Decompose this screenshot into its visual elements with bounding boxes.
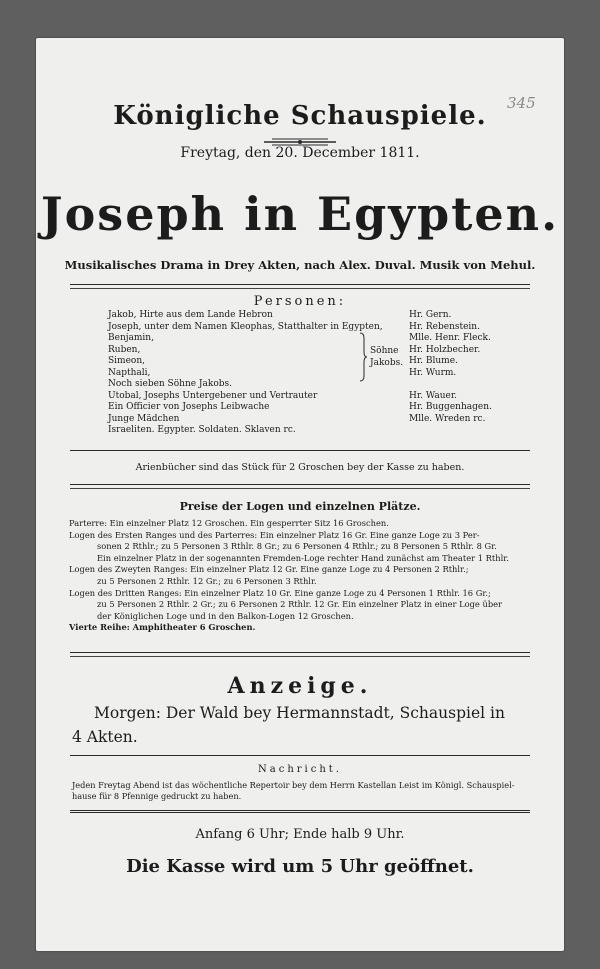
play-title: Joseph in Egypten. (40, 187, 560, 241)
cast-actor: Hr. Rebenstein. (409, 321, 480, 332)
divider (70, 284, 530, 285)
cast-actor: Hr. Blume. (409, 356, 458, 366)
price-line: der Königlichen Loge und in den Balkon-Logen 12 Groschen. (97, 610, 354, 621)
performance-times: Anfang 6 Uhr; Ende halb 9 Uhr. (195, 827, 405, 842)
cast-role: Joseph, unter dem Namen Kleophas, Statthalter in Egypten, (108, 321, 383, 332)
announcement-text: 4 Akten. (72, 728, 138, 746)
cast-role: Jakob, Hirte aus dem Lande Hebron (108, 310, 273, 320)
cast-role: Junge Mädchen (108, 413, 180, 424)
cast-actor: Hr. Wauer. (409, 390, 458, 401)
cast-actors-list (409, 310, 549, 425)
divider (70, 656, 530, 657)
cast-actor: Hr. Wurm. (409, 367, 457, 378)
divider (70, 488, 530, 489)
box-office-opening: Die Kasse wird um 5 Uhr geöffnet. (126, 856, 474, 877)
cast-role: Noch sieben Söhne Jakobs. (108, 379, 233, 389)
price-line: sonen 2 Rthlr.; zu 5 Personen 3 Rthlr. 8 Gr.; zu 6 Personen 4 Rthlr.; zu 8 Personen 5 Rthlr. 8 Gr. (97, 541, 497, 552)
price-line: Logen des Dritten Ranges: Ein einzelner Platz 10 Gr. Eine ganze Loge zu 4 Personen 1 Rthlr. 16 Gr.; (69, 587, 491, 598)
price-line: Logen des Ersten Ranges und des Parterres: Ein einzelner Platz 16 Gr. Eine ganze Loge zu 3 Per- (69, 529, 480, 540)
cast-role: Ruben, (108, 344, 141, 355)
price-line: Vierte Reihe: Amphitheater 6 Groschen. (69, 622, 256, 633)
cast-role: Utobal, Josephs Untergebener und Vertrauter (108, 390, 318, 401)
announcement-text: Morgen: Der Wald bey Hermannstadt, Schauspiel in (94, 704, 505, 722)
cast-role: Simeon, (108, 356, 145, 366)
price-list (69, 518, 549, 634)
cast-actor: Hr. Buggenhagen. (409, 402, 492, 412)
divider (70, 450, 530, 451)
divider (70, 810, 530, 813)
cast-actor: Hr. Holzbecher. (409, 344, 481, 355)
cast-heading: Personen: (253, 294, 347, 309)
price-line: Parterre: Ein einzelner Platz 12 Groschen. Ein gesperrter Sitz 16 Groschen. (69, 518, 389, 528)
notice-heading: Nachricht. (258, 764, 342, 775)
performance-date: Freytag, den 20. December 1811. (180, 145, 420, 161)
price-line: zu 5 Personen 2 Rthlr. 2 Gr.; zu 6 Personen 2 Rthlr. 12 Gr. Ein einzelner Platz in einer Loge über (97, 599, 503, 610)
cast-role: Ein Officier von Josephs Leibwache (108, 402, 270, 412)
group-label: Jakobs. (370, 357, 404, 368)
brace-icon (358, 332, 368, 382)
cast-role: Napthali, (108, 367, 151, 378)
libretto-note: Arienbücher sind das Stück für 2 Groschen bey der Kasse zu haben. (135, 462, 465, 473)
cast-role: Benjamin, (108, 333, 154, 343)
sons-group-label (370, 346, 403, 369)
playbill-sheet (36, 38, 564, 951)
archive-number: 345 (507, 94, 536, 112)
divider (70, 652, 530, 653)
divider (70, 288, 530, 289)
divider (70, 755, 530, 756)
price-line: zu 5 Personen 2 Rthlr. 12 Gr.; zu 6 Personen 3 Rthlr. (97, 575, 317, 586)
price-line: Logen des Zweyten Ranges: Ein einzelner Platz 12 Gr. Eine ganze Loge zu 4 Personen 2 Rthlr.; (69, 564, 469, 575)
notice-body (72, 780, 537, 802)
announcement-heading: Anzeige. (227, 673, 373, 699)
divider (70, 484, 530, 485)
group-label: Söhne (370, 346, 399, 356)
cast-actor: Mlle. Wreden rc. (409, 413, 486, 424)
price-line: Ein einzelner Platz in der sogenannten Fremden-Loge rechter Hand zunächst am Theater 1 Rthlr. (97, 552, 509, 563)
cast-actor: Hr. Gern. (409, 310, 452, 320)
ornament-divider (262, 132, 338, 142)
notice-line: Jeden Freytag Abend ist das wöchentliche Repertoir bey dem Herrn Kastellan Leist im Königl. Schauspiel- (72, 780, 515, 790)
cast-role: Israeliten. Egypter. Soldaten. Sklaven rc. (108, 425, 296, 435)
play-subtitle: Musikalisches Drama in Drey Akten, nach Alex. Duval. Musik von Mehul. (64, 258, 536, 272)
notice-line: hause für 8 Pfennige gedruckt zu haben. (72, 791, 242, 801)
cast-actor: Mlle. Henr. Fleck. (409, 333, 491, 343)
prices-heading: Preise der Logen und einzelnen Plätze. (179, 500, 421, 513)
theatre-name: Königliche Schauspiele. (113, 101, 487, 131)
